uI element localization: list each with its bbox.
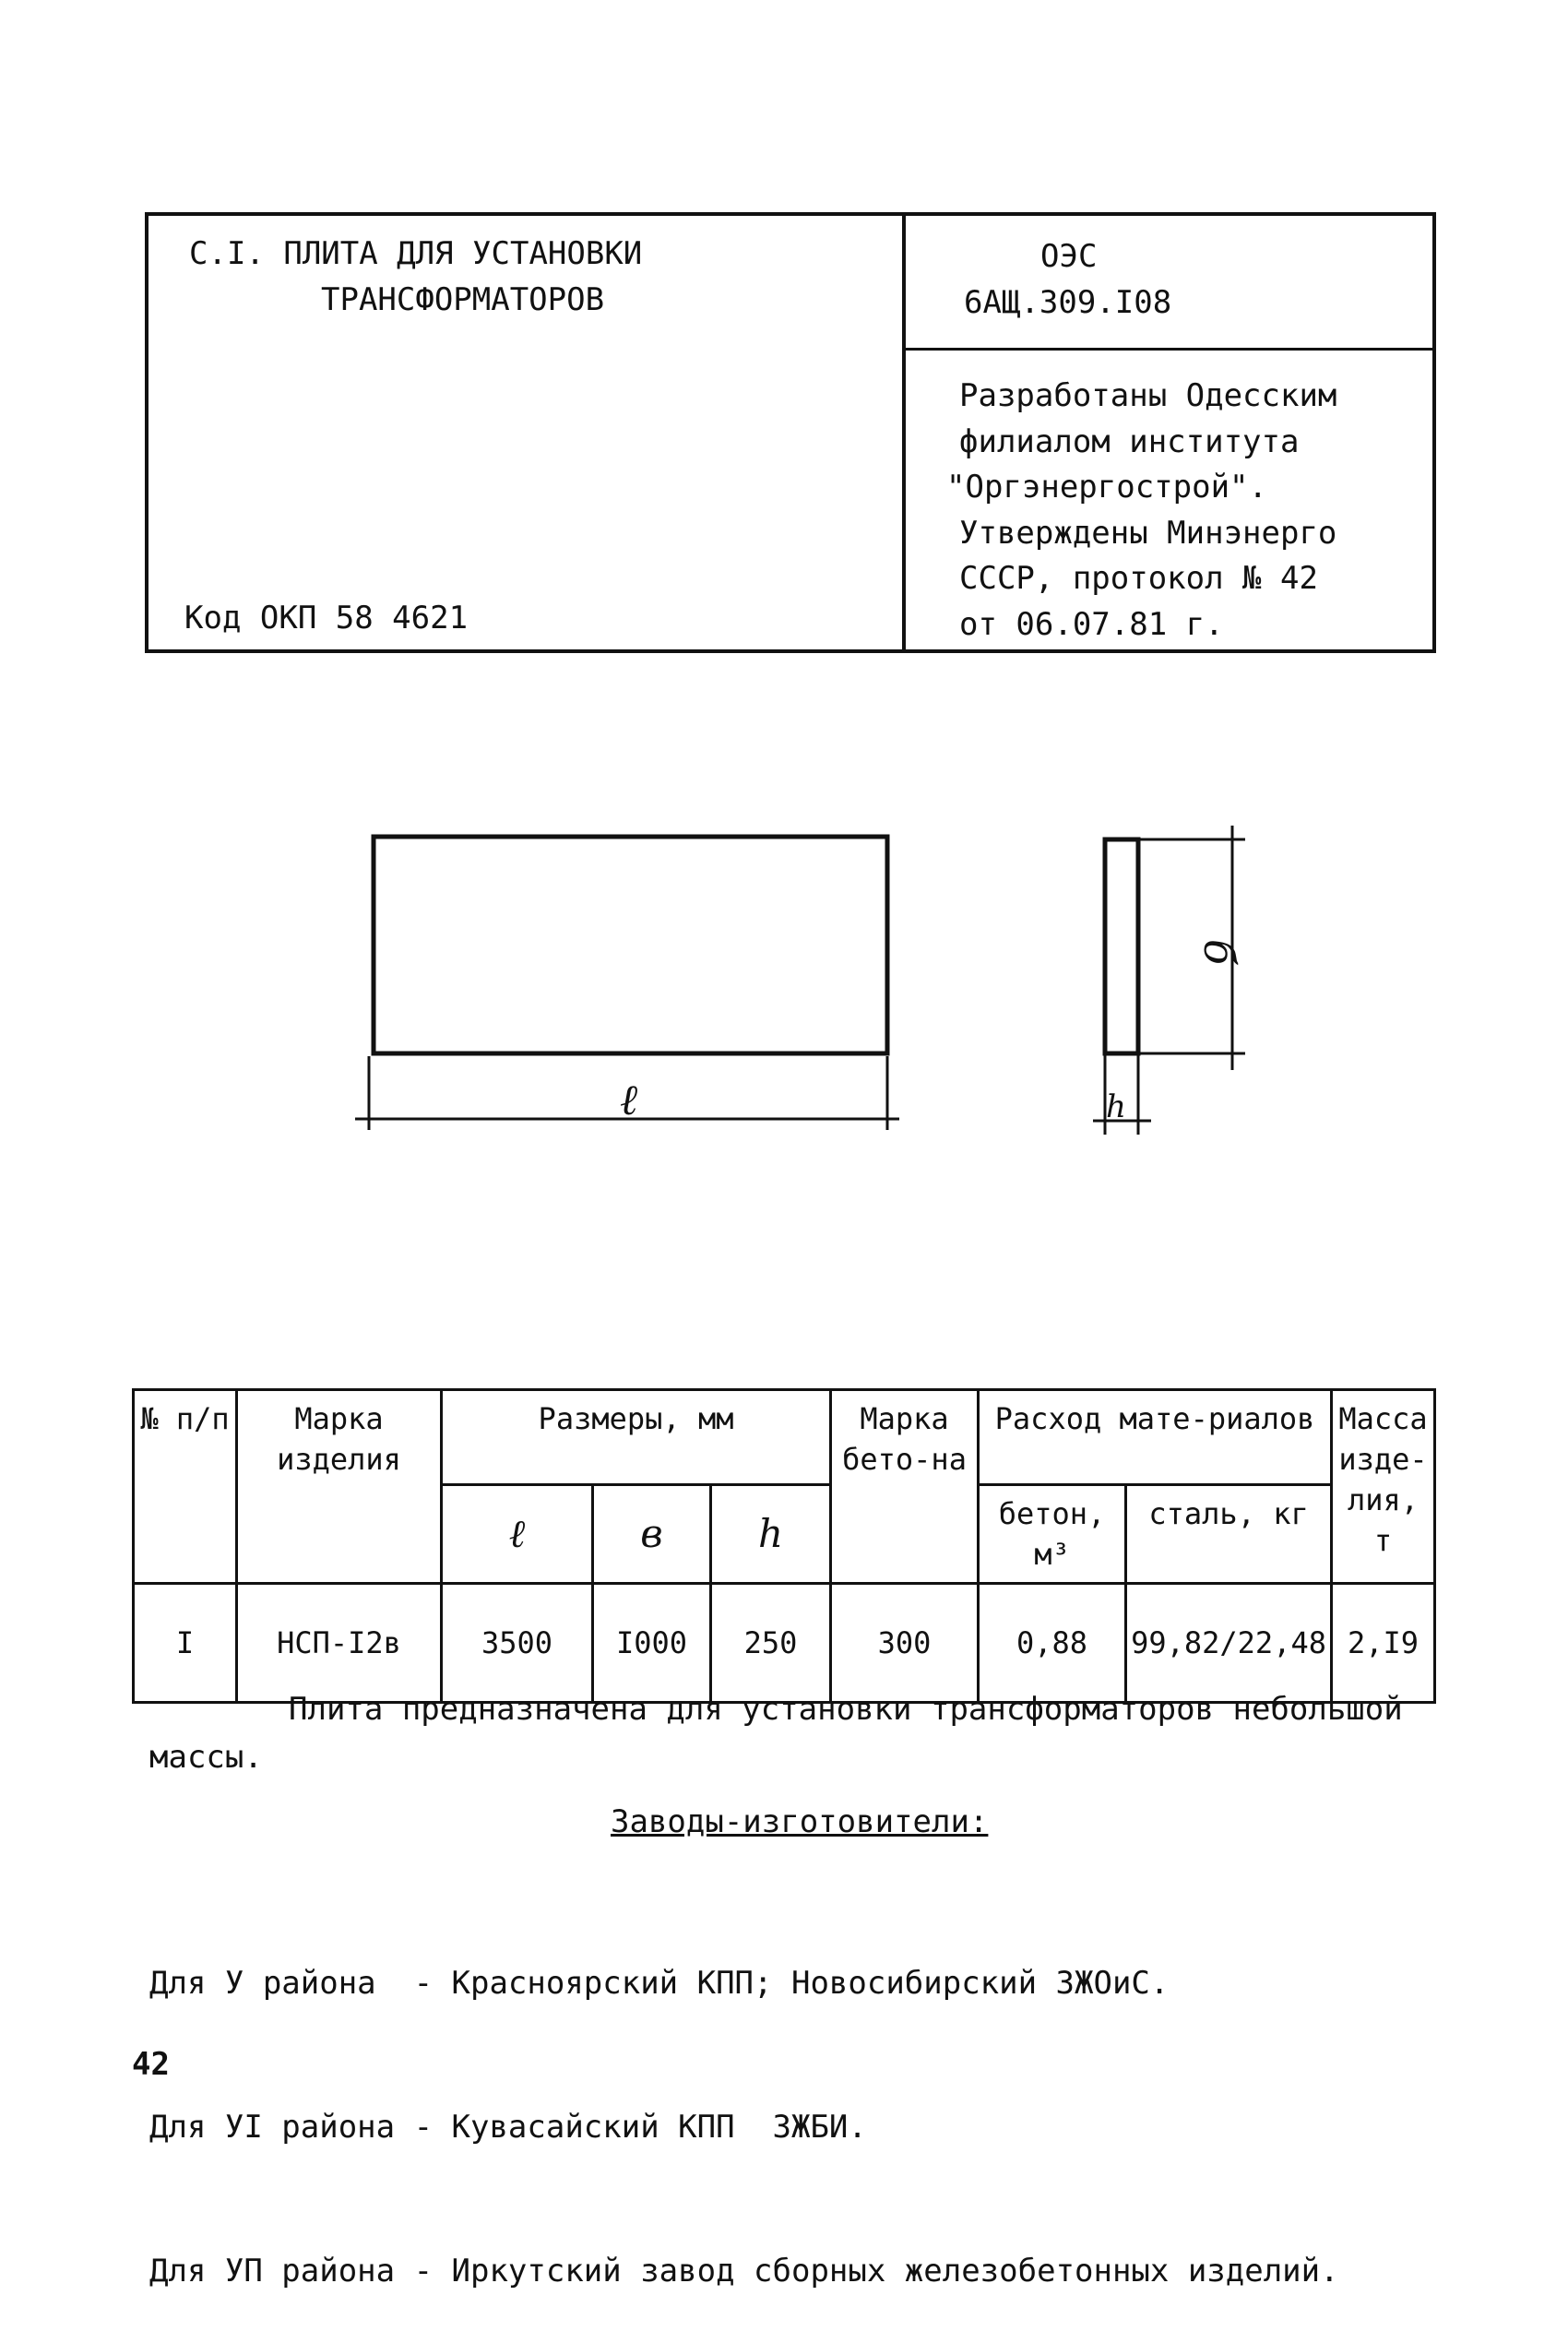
- col-b-header: в: [593, 1485, 711, 1584]
- cell-mark: НСП-I2в: [237, 1584, 442, 1703]
- cell-width: I000: [593, 1584, 711, 1703]
- page-number: 42: [132, 2046, 170, 2083]
- col-concrete-header: бетон, м³: [979, 1485, 1126, 1584]
- cell-product-mass: 2,I9: [1332, 1584, 1435, 1703]
- width-label: б: [1194, 938, 1245, 966]
- length-label: ℓ: [620, 1075, 638, 1124]
- col-dimensions-header: Размеры, мм: [442, 1390, 831, 1485]
- developer-line: "Оргэнергострой".: [946, 469, 1267, 505]
- table-row: [134, 1584, 1435, 1703]
- col-number-header: № п/п: [134, 1390, 237, 1584]
- document-code: 6АЩ.309.I08: [964, 284, 1172, 321]
- col-mark-header: Марка изделия: [237, 1390, 442, 1584]
- col-mass-header: Масса изде-лия, т: [1332, 1390, 1435, 1584]
- product-title-line1: С.I. ПЛИТА ДЛЯ УСТАНОВКИ: [189, 235, 643, 272]
- product-title-line2: ТРАНСФОРМАТОРОВ: [321, 281, 605, 318]
- cell-steel-mass: 99,82/22,48: [1126, 1584, 1332, 1703]
- cell-height: 250: [711, 1584, 831, 1703]
- col-l-header: ℓ: [442, 1485, 593, 1584]
- developer-line: филиалом института: [959, 422, 1300, 460]
- list-item: Для У района - Красноярский КПП; Новосибирский ЗЖОиС.: [149, 1965, 1170, 2002]
- developer-line: Утверждены Минэнерго: [959, 514, 1337, 552]
- col-concrete-grade-header: Марка бето-на: [831, 1390, 979, 1584]
- col-steel-header: сталь, кг: [1126, 1485, 1332, 1584]
- list-item: Для УI района - Кувасайский КПП ЗЖБИ.: [149, 2109, 867, 2146]
- list-item: Для УП района - Иркутский завод сборных железобетонных изделий.: [149, 2253, 1339, 2289]
- cell-concrete-grade: 300: [831, 1584, 979, 1703]
- manufacturers-heading: Заводы-изготовители:: [611, 1803, 989, 1840]
- specification-table: [132, 1388, 1436, 1704]
- series-code: ОЭС: [1040, 238, 1098, 275]
- height-label: h: [1106, 1088, 1126, 1125]
- manufacturers-list: [149, 1863, 1339, 2343]
- col-h-header: h: [711, 1485, 831, 1584]
- purpose-text-line2: массы.: [149, 1739, 263, 1776]
- slab-front-view: [374, 837, 887, 1053]
- developer-line: Разработаны Одесским: [959, 377, 1337, 414]
- developer-line: СССР, протокол № 42: [959, 560, 1318, 597]
- purpose-text-line1: Плита предназначена для установки трансформаторов небольшой: [289, 1691, 1403, 1728]
- developer-line: от 06.07.81 г.: [959, 605, 1224, 643]
- col-materials-header: Расход мате-риалов: [979, 1390, 1332, 1485]
- cell-number: I: [134, 1584, 237, 1703]
- okp-code: Код ОКП 58 4621: [184, 600, 469, 636]
- cell-concrete-volume: 0,88: [979, 1584, 1126, 1703]
- slab-side-view: [1105, 839, 1138, 1053]
- cell-length: 3500: [442, 1584, 593, 1703]
